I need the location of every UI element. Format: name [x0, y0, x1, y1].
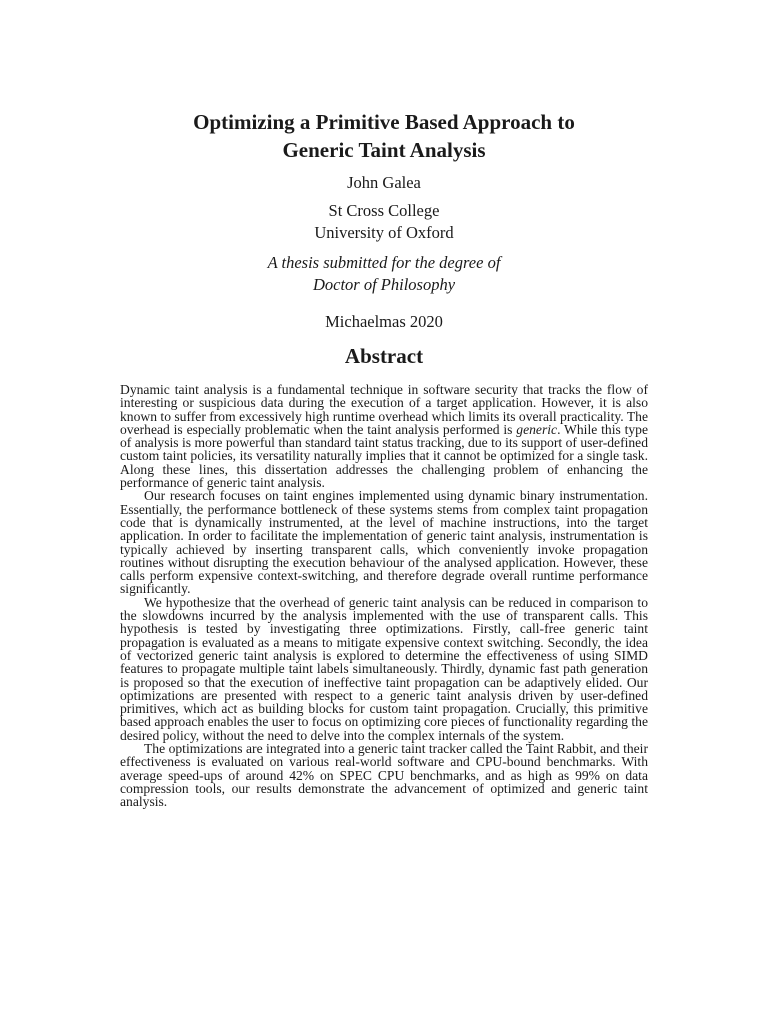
abstract-paragraph-3: We hypothesize that the overhead of generic taint analysis can be reduced in comparison to the slowdowns incurred by the analysis implemented with the use of transparent calls. This hypothesis is tested by investigating three optimizations. Firstly, call-free generic taint propagation is evaluated as a means to mitigate expensive context switching. Secondly, the idea of vectorized generic taint analysis is explored to determine the effectiveness of using SIMD features to propagate multiple taint labels simultaneously. Thirdly, dynamic fast path generation is proposed so that the execution of ineffective taint propagation can be adaptively elided. Our optimizations are presented with respect to a generic taint analysis driven by user-defined primitives, which act as building blocks for custom taint propagation. Crucially, this primitive based approach enables the user to focus on optimizing core pieces of functionality regarding the desired policy, without the need to delve into the complex internals of the system.	[120, 594, 648, 743]
abstract-heading: Abstract	[344, 344, 424, 368]
college-name: St Cross College	[328, 201, 440, 220]
submission-term: Michaelmas 2020	[325, 312, 443, 331]
thesis-title	[0, 108, 768, 164]
abstract-paragraph-1	[120, 383, 648, 489]
title-line-2: Generic Taint Analysis	[282, 138, 486, 162]
abstract-paragraph-4: The optimizations are integrated into a generic taint tracker called the Taint Rabbit, and their effectiveness is evaluated on various real-world software and CPU-bound benchmarks. With average speed-ups of around 42% on SPEC CPU benchmarks, and as high as 99% on data compression tools, our results demonstrate the advancement of optimized and generic taint analysis.	[120, 741, 648, 810]
abstract-body	[120, 383, 648, 809]
author-name: John Galea	[347, 173, 421, 192]
university-name: University of Oxford	[314, 223, 454, 242]
abstract-p1-emphasis: generic	[516, 421, 558, 437]
abstract-paragraph-2: Our research focuses on taint engines implemented using dynamic binary instrumentation. Essentially, the performance bottleneck of these systems stems from complex taint propagation code that is dynamically instrumented, at the level of machine instructions, into the target application. In order to facilitate the implementation of generic taint analysis, instrumentation is typically achieved by inserting transparent calls, which conveniently invoke propagation routines without disrupting the execution behaviour of the analysed application. However, these calls perform expensive context-switching, and therefore degrade overall runtime performance significantly.	[120, 488, 648, 597]
submission-line-2: Doctor of Philosophy	[312, 275, 456, 294]
abstract-p1-text-end: . While this type of analysis is more powerful than standard taint status tracking, due to its support of user-defined custom taint policies, its versatility naturally implies that it cannot be optimized for a single task. Along these lines, this dissertation addresses the challenging problem of enhancing the performance of generic taint analysis.	[120, 421, 649, 491]
title-line-1: Optimizing a Primitive Based Approach to	[193, 110, 575, 134]
abstract-p1-text-start: Dynamic taint analysis is a fundamental technique in software security that tracks the flow of interesting or suspicious data during the execution of a target application. However, it is also known to suffer from excessively high runtime overhead which limits its overall practicality. The overhead is especially problematic when the taint analysis performed is	[120, 382, 648, 437]
submission-line-1: A thesis submitted for the degree of	[267, 253, 501, 272]
